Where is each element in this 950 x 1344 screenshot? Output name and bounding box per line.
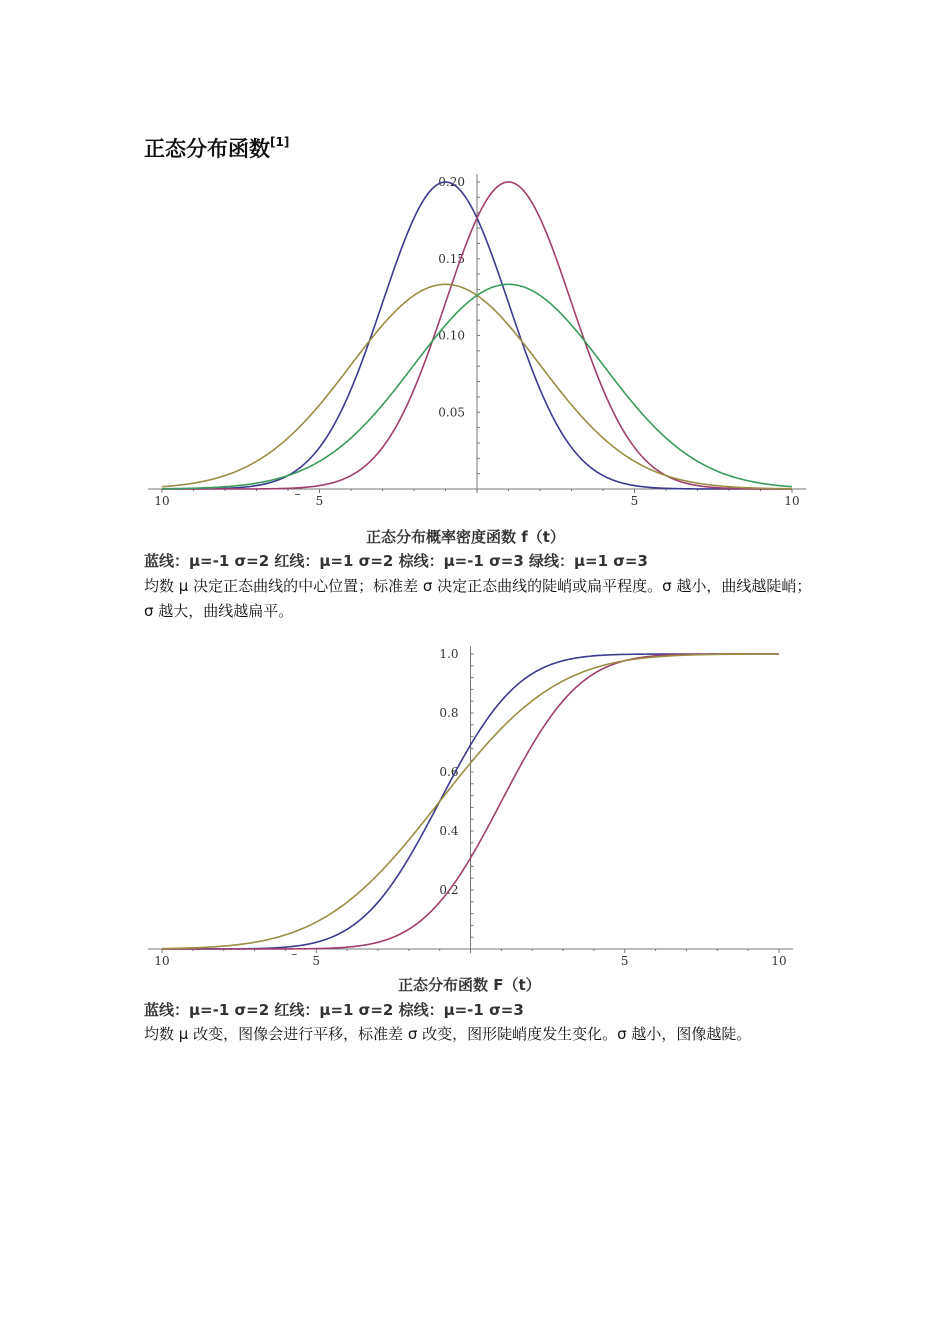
cdf-y-tick-label: 0.4 xyxy=(439,824,459,838)
pdf-y-tick-label: 0.05 xyxy=(438,405,465,420)
title-text: 正态分布函数 xyxy=(144,137,270,161)
pdf-y-tick-label: 0.10 xyxy=(438,328,465,343)
pdf-legend: 蓝线：μ=-1 σ=2 红线：μ=1 σ=2 棕线：μ=-1 σ=3 绿线：μ=1 σ=3 xyxy=(144,552,648,570)
cdf-y-tick-label: 0.2 xyxy=(439,883,459,897)
pdf-x-tick-label: 5 xyxy=(315,494,324,508)
cdf-x-tick-label: 5 xyxy=(620,954,629,968)
section-title xyxy=(144,133,289,163)
citation-ref: [1] xyxy=(270,135,290,149)
cdf-legend: 蓝线：μ=-1 σ=2 红线：μ=1 σ=2 棕线：μ=-1 σ=3 xyxy=(144,1001,524,1019)
cdf-chart-caption: 正态分布函数 F（t） xyxy=(398,976,541,994)
pdf-chart xyxy=(0,170,950,510)
cdf-x-tick-label: 5 xyxy=(312,954,321,968)
cdf-chart xyxy=(0,640,950,980)
cdf-y-tick-label: 1.0 xyxy=(439,647,459,661)
pdf-x-tick-label: 5 xyxy=(630,494,639,508)
cdf-y-tick-label: 0.8 xyxy=(439,706,459,720)
cdf-x-tick-label: 10 xyxy=(154,954,170,968)
pdf-y-tick-label: 0.15 xyxy=(438,251,465,266)
cdf-description: 均数 μ 改变，图像会进行平移，标准差 σ 改变，图形陡峭度发生变化。σ 越小，图像越陡。 xyxy=(144,1025,752,1043)
pdf-description: 均数 μ 决定正态曲线的中心位置；标准差 σ 决定正态曲线的陡峭或扁平程度。σ 越小，曲线越陡峭；σ 越大，曲线越扁平。 xyxy=(144,577,812,620)
pdf-x-tick-label: 10 xyxy=(784,494,800,508)
cdf-x-tick-label: 10 xyxy=(771,954,787,968)
cdf-minus-mark: – xyxy=(291,947,298,961)
pdf-minus-mark: – xyxy=(294,487,301,501)
pdf-x-tick-label: 10 xyxy=(154,494,170,508)
pdf-chart-caption: 正态分布概率密度函数 f（t） xyxy=(366,528,565,546)
pdf-y-tick-label: 0.20 xyxy=(438,175,465,189)
cdf-y-tick-label: 0.6 xyxy=(439,765,459,779)
